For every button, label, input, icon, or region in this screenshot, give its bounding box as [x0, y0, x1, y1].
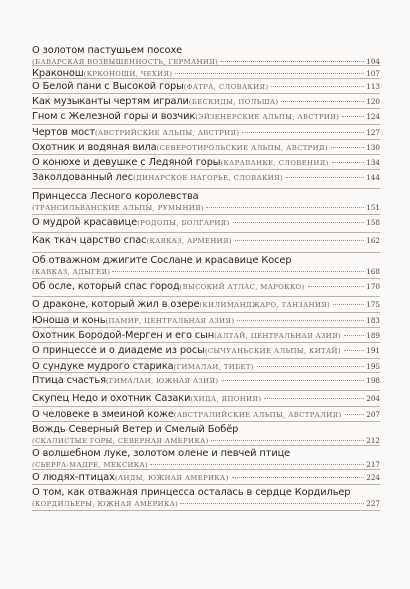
- entry-region: (ДИНАРСКОЕ НАГОРЬЕ, СЛОВАКИЯ): [133, 174, 284, 183]
- toc-entry-line: [32, 127, 380, 139]
- toc-entry[interactable]: [32, 140, 380, 156]
- entry-region: (КАВКАЗ, АРМЕНИЯ): [146, 237, 232, 246]
- toc-entry-line: [32, 111, 380, 123]
- toc-entry-title-line: [32, 487, 380, 499]
- entry-page-number: 144: [366, 173, 380, 183]
- toc-entry-line: [32, 281, 380, 293]
- toc-entry[interactable]: [32, 43, 380, 66]
- entry-region: (ХИДА, ЯПОНИЯ): [190, 395, 262, 404]
- toc-entry-line: [32, 299, 380, 311]
- entry-title: О людях-птицах: [32, 472, 115, 484]
- toc-entry-line: [32, 157, 380, 169]
- toc-entry-line: [32, 172, 380, 184]
- toc-entry[interactable]: [32, 422, 380, 446]
- dot-leader: [150, 464, 364, 465]
- toc-entry[interactable]: [32, 253, 380, 279]
- entry-region: (БАВАРСКАЯ ВОЗВЫШЕННОСТЬ, ГЕРМАНИЯ): [32, 58, 219, 66]
- dot-leader: [175, 73, 364, 74]
- entry-region: (СЫЧУАНЬСКИЕ АЛЬПЫ, КИТАЙ): [204, 346, 341, 355]
- toc-entry-line: [32, 142, 380, 154]
- entry-title: Принцесса Лесного королевства: [32, 190, 199, 202]
- dot-leader: [264, 398, 364, 399]
- toc-list: [32, 43, 380, 511]
- entry-region: (АЛТАЙ, ЦЕНТРАЛЬНАЯ АЗИЯ): [214, 332, 342, 341]
- entry-region: (КОРДИЛЬЕРЫ, ЮЖНАЯ АМЕРИКА): [32, 500, 179, 509]
- entry-title: Птица счастья: [32, 374, 106, 386]
- dot-leader: [308, 286, 365, 287]
- entry-title: Как ткач царство спас: [32, 235, 147, 247]
- entry-page-number: 168: [366, 266, 380, 276]
- toc-entry[interactable]: [32, 170, 380, 189]
- dot-leader: [206, 207, 364, 208]
- entry-title: Краконош: [32, 68, 84, 79]
- entry-page-number: 170: [366, 281, 380, 291]
- entry-region: (СЕВЕРОТИРОЛЬСКИЕ АЛЬПЫ, АВСТРИЯ): [156, 143, 328, 152]
- toc-entry[interactable]: [32, 109, 380, 125]
- entry-title: Заколдованный лес: [32, 172, 134, 184]
- dot-leader: [332, 162, 365, 163]
- entry-title: Охотник и водяная вила: [32, 141, 157, 153]
- entry-region: (РОДОПЫ, БОЛГАРИЯ): [137, 219, 230, 228]
- entry-region: (КИЛИМАНДЖАРО, ТАНЗАНИЯ): [199, 301, 331, 310]
- entry-title: О волшебном луке, золотом олене и певчей птице: [32, 448, 291, 460]
- entry-page-number: 113: [366, 81, 380, 91]
- toc-entry[interactable]: [32, 66, 380, 79]
- entry-title: О том, как отважная принцесса осталась в сердце Кордильер: [32, 487, 351, 499]
- entry-region: (ЭЙЗЕНЕРСКИЕ АЛЬПЫ, АВСТРИЯ): [195, 112, 340, 121]
- entry-region: (ГИМАЛАИ, ТИБЕТ): [173, 362, 254, 371]
- entry-page-number: 227: [366, 499, 380, 509]
- toc-entry-line: [32, 345, 380, 357]
- entry-region: (БЕСКИДЫ, ПОЛЬША): [188, 98, 279, 107]
- entry-page-number: 191: [366, 345, 380, 355]
- entry-region: (КАВКАЗ, АДЫГЕЯ): [32, 267, 111, 276]
- dot-leader: [221, 380, 364, 381]
- entry-region: (АВСТРИЙСКИЕ АЛЬПЫ, АВСТРИЯ): [94, 128, 240, 137]
- dot-leader: [281, 101, 364, 102]
- toc-entry[interactable]: [32, 446, 380, 470]
- toc-entry-line: [32, 330, 380, 342]
- dot-leader: [345, 414, 365, 415]
- dot-leader: [211, 440, 365, 441]
- toc-entry[interactable]: [32, 470, 380, 485]
- entry-title: О золотом пастушьем посохе: [32, 45, 183, 56]
- dot-leader: [180, 503, 364, 504]
- entry-page-number: 151: [366, 202, 380, 212]
- entry-title: О сундуке мудрого старика: [32, 360, 174, 372]
- toc-entry-line: [32, 81, 380, 93]
- entry-title: О драконе, который жил в озере: [32, 299, 200, 311]
- entry-title: Вождь Северный Ветер и Смелый Бобёр: [32, 424, 239, 436]
- dot-leader: [232, 477, 365, 478]
- entry-title: Об отважном джигите Сослане и красавице Косер: [32, 254, 292, 266]
- entry-title: Гном с Железной горы и возчик: [32, 110, 196, 122]
- toc-entry[interactable]: [32, 485, 380, 511]
- entry-title: О принцессе и о диадеме из росы: [32, 344, 205, 356]
- entry-region: (ПАМИР, ЦЕНТРАЛЬНАЯ АЗИЯ): [105, 316, 235, 325]
- entry-title: Скупец Недо и охотник Сазаки: [32, 393, 191, 405]
- toc-entry-region-line: [32, 499, 380, 509]
- entry-region: (КАРАВАНКЕ, СЛОВЕНИЯ): [220, 159, 329, 168]
- entry-title: Охотник Бородой-Мерген и его сын: [32, 330, 215, 342]
- entry-page-number: 175: [366, 300, 380, 310]
- entry-region: (АВСТРАЛИЙСКИЕ АЛЬПЫ, АВСТРАЛИЯ): [173, 410, 342, 419]
- entry-page-number: 217: [366, 460, 380, 470]
- entry-region: (КРКОНОШИ, ЧЕХИЯ): [83, 70, 173, 78]
- toc-entry[interactable]: [32, 313, 380, 329]
- dot-leader: [220, 61, 364, 62]
- dot-leader: [342, 116, 364, 117]
- entry-region: (СКАЛИСТЫЕ ГОРЫ, СЕВЕРНАЯ АМЕРИКА): [32, 437, 209, 446]
- entry-title: Об осле, который спас город: [32, 280, 180, 292]
- toc-entry[interactable]: [32, 233, 380, 253]
- entry-region: (ГИМАЛАИ, ЮЖНАЯ АЗИЯ): [105, 376, 219, 385]
- toc-entry-title-line: [32, 424, 380, 436]
- toc-entry-region-line: [32, 267, 380, 277]
- toc-entry-line: [32, 375, 380, 387]
- entry-title: Чертов мост: [32, 126, 95, 138]
- dot-leader: [344, 350, 364, 351]
- toc-entry[interactable]: [32, 94, 380, 108]
- dot-leader: [257, 366, 364, 367]
- toc-entry-line: [32, 393, 380, 405]
- dot-leader: [286, 177, 364, 178]
- dot-leader: [271, 86, 364, 87]
- entry-title: О мудрой красавице: [32, 217, 138, 229]
- entry-title: Как музыканты чертям играли: [32, 96, 189, 108]
- dot-leader: [344, 335, 364, 336]
- entry-page-number: 158: [366, 218, 380, 228]
- entry-page-number: 130: [366, 142, 380, 152]
- toc-entry[interactable]: [32, 297, 380, 312]
- dot-leader: [242, 132, 364, 133]
- dot-leader: [333, 304, 364, 305]
- toc-entry[interactable]: [32, 155, 380, 170]
- toc-entry[interactable]: [32, 328, 380, 343]
- entry-page-number: 224: [366, 473, 380, 483]
- toc-entry-title-line: [32, 45, 380, 57]
- toc-entry-line: [32, 361, 380, 373]
- entry-page-number: 134: [366, 158, 380, 168]
- entry-region: (ВЫСОКИЙ АТЛАС, МАРОККО): [179, 282, 305, 291]
- toc-entry-line: [32, 96, 380, 108]
- toc-entry-line: [32, 217, 380, 229]
- entry-page-number: 195: [366, 361, 380, 371]
- toc-entry[interactable]: [32, 215, 380, 233]
- entry-region: (СЬЕРРА-МАДРЕ, МЕКСИКА): [32, 461, 149, 470]
- toc-entry-region-line: [32, 436, 380, 446]
- entry-page-number: 212: [366, 436, 380, 446]
- entry-page-number: 120: [366, 97, 380, 107]
- toc-entry-line: [32, 409, 380, 421]
- entry-page-number: 127: [366, 127, 380, 137]
- entry-region: (ТРАНСИЛЬВАНСКИЕ АЛЬПЫ, РУМЫНИЯ): [32, 203, 205, 212]
- toc-entry[interactable]: [32, 373, 380, 392]
- toc-entry[interactable]: [32, 407, 380, 422]
- entry-page-number: 107: [366, 69, 380, 78]
- entry-title: Юноша и конь: [32, 314, 106, 326]
- toc-entry-line: [32, 472, 380, 484]
- entry-region: (АНДЫ, ЮЖНАЯ АМЕРИКА): [114, 474, 229, 483]
- entry-region: (ФАТРА, СЛОВАКИЯ): [183, 82, 269, 91]
- toc-entry[interactable]: [32, 125, 380, 140]
- entry-title: О человеке в змеиной коже: [32, 408, 174, 420]
- dot-leader: [237, 320, 364, 321]
- toc-entry-line: [32, 315, 380, 327]
- entry-page-number: 104: [366, 57, 380, 66]
- entry-page-number: 198: [366, 375, 380, 385]
- entry-page-number: 124: [366, 111, 380, 121]
- entry-title: О Белой пани с Высокой горы: [32, 80, 184, 92]
- toc-entry[interactable]: [32, 359, 380, 373]
- toc-entry-line: [32, 235, 380, 247]
- toc-entry-title-line: [32, 191, 380, 203]
- entry-page-number: 207: [366, 409, 380, 419]
- entry-page-number: 189: [366, 331, 380, 341]
- dot-leader: [233, 222, 365, 223]
- dot-leader: [112, 271, 364, 272]
- entry-page-number: 183: [366, 315, 380, 325]
- toc-entry[interactable]: [32, 343, 380, 359]
- dot-leader: [235, 240, 364, 241]
- toc-entry[interactable]: [32, 279, 380, 297]
- toc-entry-region-line: [32, 460, 380, 470]
- entry-title: О конюхе и девушке с Ледяной горы: [32, 157, 221, 169]
- toc-entry[interactable]: [32, 189, 380, 215]
- toc-entry-title-line: [32, 448, 380, 460]
- toc-entry[interactable]: [32, 391, 380, 407]
- toc-entry[interactable]: [32, 79, 380, 95]
- toc-entry-region-line: [32, 203, 380, 213]
- dot-leader: [331, 147, 364, 148]
- entry-page-number: 204: [366, 394, 380, 404]
- toc-entry-title-line: [32, 255, 380, 267]
- entry-page-number: 162: [366, 236, 380, 246]
